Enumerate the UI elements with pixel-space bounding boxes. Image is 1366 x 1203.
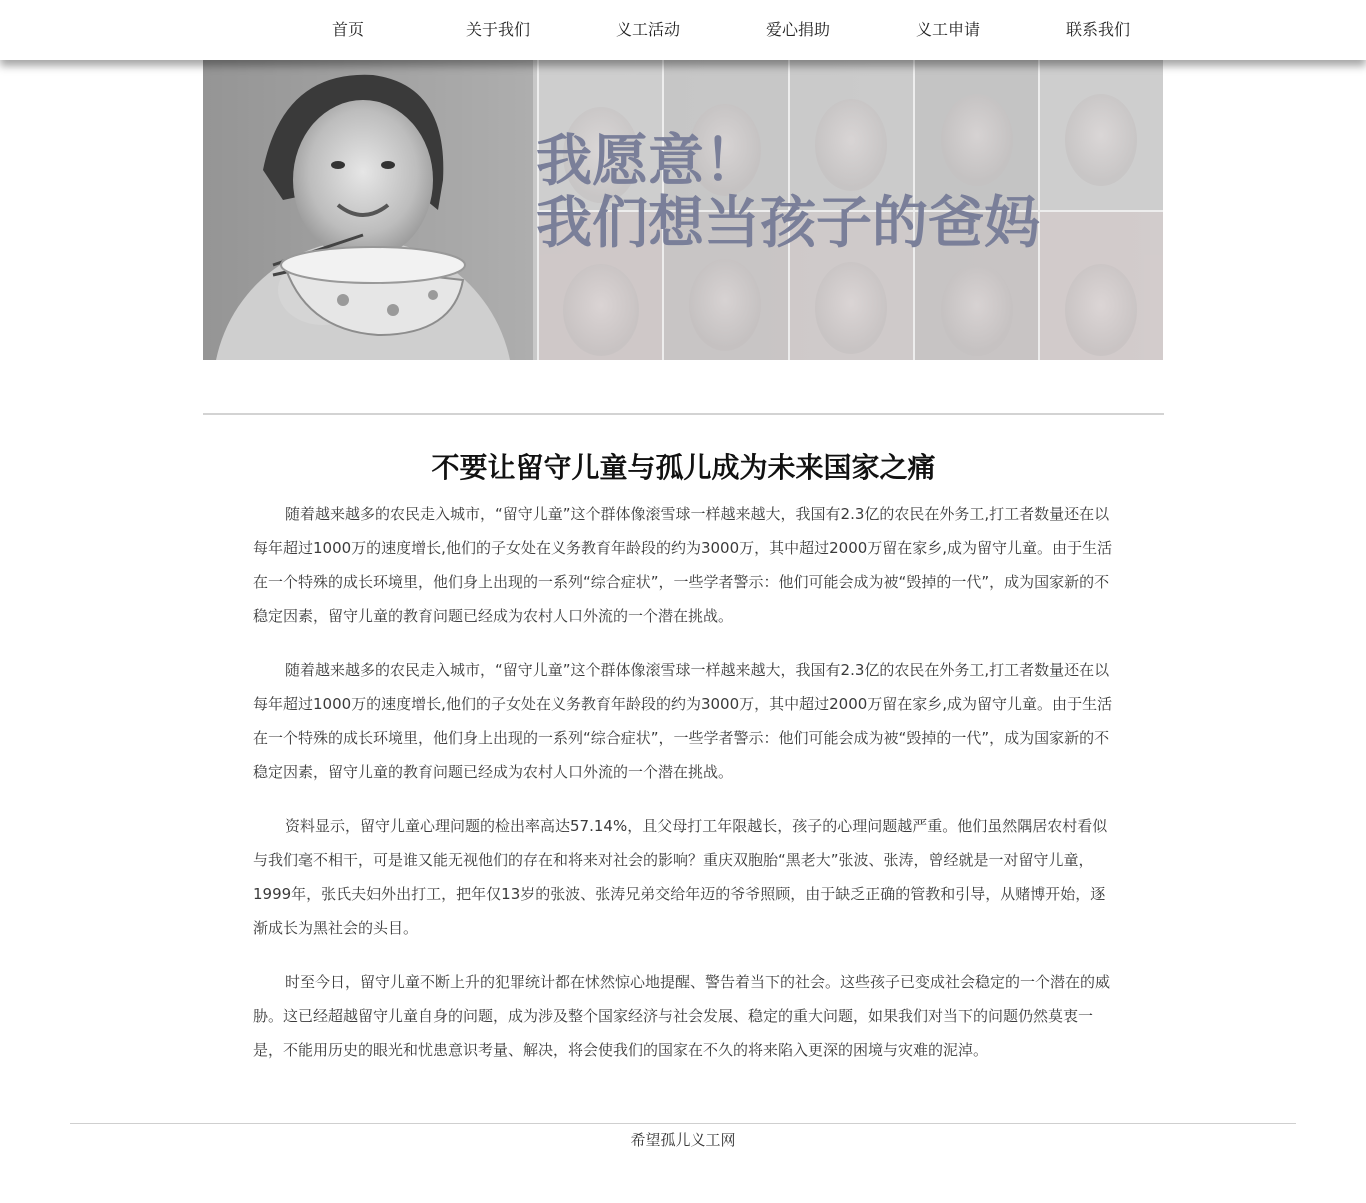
article-paragraph: 时至今日，留守儿童不断上升的犯罪统计都在怵然惊心地提醒、警告着当下的社会。这些孩子已变成社会稳定的一个潜在的威胁。这已经超越留守儿童自身的问题，成为涉及整个国家经济与社会发展、稳定的重大问题，如果我们对当下的问题仍然莫衷一是，不能用历史的眼光和忧患意识考量、解决，将会使我们的国家在不久的将来陷入更深的困境与灾难的泥淖。 xyxy=(253,973,1111,1059)
nav-menu xyxy=(273,0,1173,60)
nav-item-contact-us[interactable]: 联系我们 xyxy=(1065,20,1130,39)
content-divider xyxy=(203,413,1164,415)
footer-site-name: 希望孤儿义工网 xyxy=(630,1131,736,1149)
top-navigation-bar xyxy=(0,0,1366,60)
article-paragraph: 资料显示，留守儿童心理问题的检出率高达57.14%，且父母打工年限越长，孩子的心理问题越严重。他们虽然隅居农村看似与我们毫不相干，可是谁又能无视他们的存在和将来对社会的影响？重庆双胞胎“黑老大”张波、张涛，曾经就是一对留守儿童，1999年，张氏夫妇外出打工，把年仅13岁的张波、张涛兄弟交给年迈的爷爷照顾，由于缺乏正确的管教和引导，从赌博开始，逐渐成长为黑社会的头目。 xyxy=(253,817,1108,937)
nav-item-volunteer-application[interactable]: 义工申请 xyxy=(915,20,980,39)
article-title: 不要让留守儿童与孤儿成为未来国家之痛 xyxy=(431,451,936,484)
nav-item-volunteer-activities[interactable]: 义工活动 xyxy=(615,20,680,39)
banner-photo-collage xyxy=(203,60,1163,360)
hero-banner-image xyxy=(203,60,1163,360)
nav-item-home[interactable]: 首页 xyxy=(331,20,364,39)
banner-headline-line1: 我愿意！ xyxy=(536,129,760,194)
article-paragraph: 随着越来越多的农民走入城市，“留守儿童”这个群体像滚雪球一样越来越大，我国有2.3亿的农民在外务工,打工者数量还在以每年超过1000万的速度增长,他们的子女处在义务教育年龄段的约为3000万，其中超过2000万留在家乡,成为留守儿童。由于生活在一个特殊的成长环境里，他们身上出现的一系列“综合症状”，一些学者警示：他们可能会成为被“毁掉的一代”，成为国家新的不稳定因素，留守儿童的教育问题已经成为农村人口外流的一个潜在挑战。 xyxy=(253,661,1113,781)
article-body xyxy=(253,497,1115,1087)
banner-headline-line2: 我们想当孩子的爸妈 xyxy=(536,191,1040,256)
article-paragraph: 随着越来越多的农民走入城市，“留守儿童”这个群体像滚雪球一样越来越大，我国有2.3亿的农民在外务工,打工者数量还在以每年超过1000万的速度增长,他们的子女处在义务教育年龄段的约为3000万，其中超过2000万留在家乡,成为留守儿童。由于生活在一个特殊的成长环境里，他们身上出现的一系列“综合症状”，一些学者警示：他们可能会成为被“毁掉的一代”，成为国家新的不稳定因素，留守儿童的教育问题已经成为农村人口外流的一个潜在挑战。 xyxy=(253,505,1113,625)
nav-item-about-us[interactable]: 关于我们 xyxy=(465,20,530,39)
footer-divider xyxy=(70,1123,1296,1124)
nav-item-donations[interactable]: 爱心捐助 xyxy=(765,20,830,39)
